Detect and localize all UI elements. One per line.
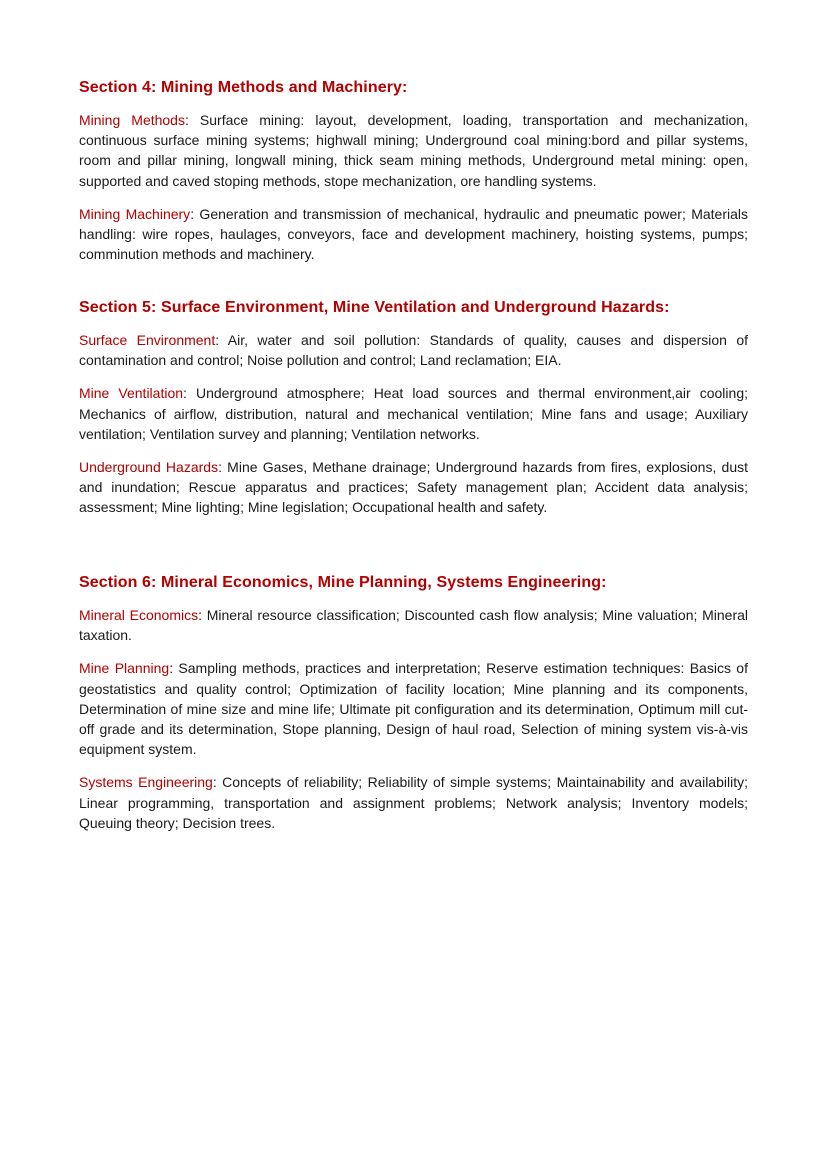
paragraph-mine-planning: [79, 658, 748, 759]
term-label: Mine Planning: [79, 660, 170, 677]
section-4: [79, 78, 748, 277]
term-label: Underground Hazards: [79, 459, 219, 476]
paragraph-mining-machinery: [79, 204, 748, 265]
paragraph-mine-ventilation: [79, 383, 748, 444]
term-label: Mine Ventilation: [79, 385, 184, 402]
paragraph-text: : Surface mining: layout, development, loading, transportation and mechanization, continuous surface mining systems; highwall mining; Underground coal mining:bord and pillar systems, room and pillar mining, longwall mining, thick seam mining methods, Underground metal mining: open, supported and caved stoping methods, stope mechanization, ore handling systems.: [79, 112, 749, 189]
section-title: Section 5: Surface Environment, Mine Ventilation and Underground Hazards:: [79, 299, 670, 316]
paragraph-text: : Sampling methods, practices and interpretation; Reserve estimation techniques: Basics of geostatistics and quality control; Optimization of facility location; Mine planning and its components, Determination of mine size and mine life; Ultimate pit configuration and its determination, Optimum mill cut-off grade and its determination, Stope planning, Design of haul road, Selection of mining system vis-à-vis equipment system.: [79, 660, 748, 758]
term-label: Mining Methods: [79, 112, 185, 128]
term-label: Systems Engineering: [79, 774, 213, 791]
section-title: Section 4: Mining Methods and Machinery:: [79, 79, 408, 96]
paragraph-text: : Generation and transmission of mechanical, hydraulic and pneumatic power; Materials handling: wire ropes, haulages, conveyors, face and development machinery, hoisting systems, pumps; comminution methods and machinery.: [79, 205, 748, 263]
term-label: Surface Environment: [79, 332, 216, 348]
paragraph-mineral-economics: [79, 605, 748, 645]
term-label: Mineral Economics: [79, 607, 199, 623]
paragraph-mining-methods: [79, 110, 748, 191]
paragraph-text: : Air, water and soil pollution: Standards of quality, causes and dispersion of contamination and control; Noise pollution and control; Land reclamation; EIA.: [79, 332, 749, 369]
term-label: Mining Machinery: [79, 205, 191, 222]
paragraph-text: : Mineral resource classification; Discounted cash flow analysis; Mine valuation; Mineral taxation.: [79, 607, 749, 644]
paragraph-text: : Mine Gases, Methane drainage; Underground hazards from fires, explosions, dust and inundation; Rescue apparatus and practices; Safety management plan; Accident data analysis; assessment; Mine lighting; Mine legislation; Occupational health and safety.: [79, 459, 749, 516]
paragraph-text: : Concepts of reliability; Reliability of simple systems; Maintainability and availability; Linear programming, transportation and assignment problems; Network analysis; Inventory models; Queuing theory; Decision trees.: [79, 774, 748, 831]
section-title: Section 6: Mineral Economics, Mine Planning, Systems Engineering:: [79, 574, 607, 591]
section-5: [79, 298, 748, 531]
paragraph-underground-hazards: [79, 457, 748, 518]
paragraph-text: : Underground atmosphere; Heat load sources and thermal environment,air cooling; Mechanics of airflow, distribution, natural and mechanical ventilation; Mine fans and usage; Auxiliary ventilation; Ventilation survey and planning; Ventilation networks.: [79, 385, 748, 442]
section-6: [79, 573, 748, 846]
paragraph-surface-environment: [79, 330, 748, 370]
paragraph-systems-engineering: [79, 772, 748, 833]
